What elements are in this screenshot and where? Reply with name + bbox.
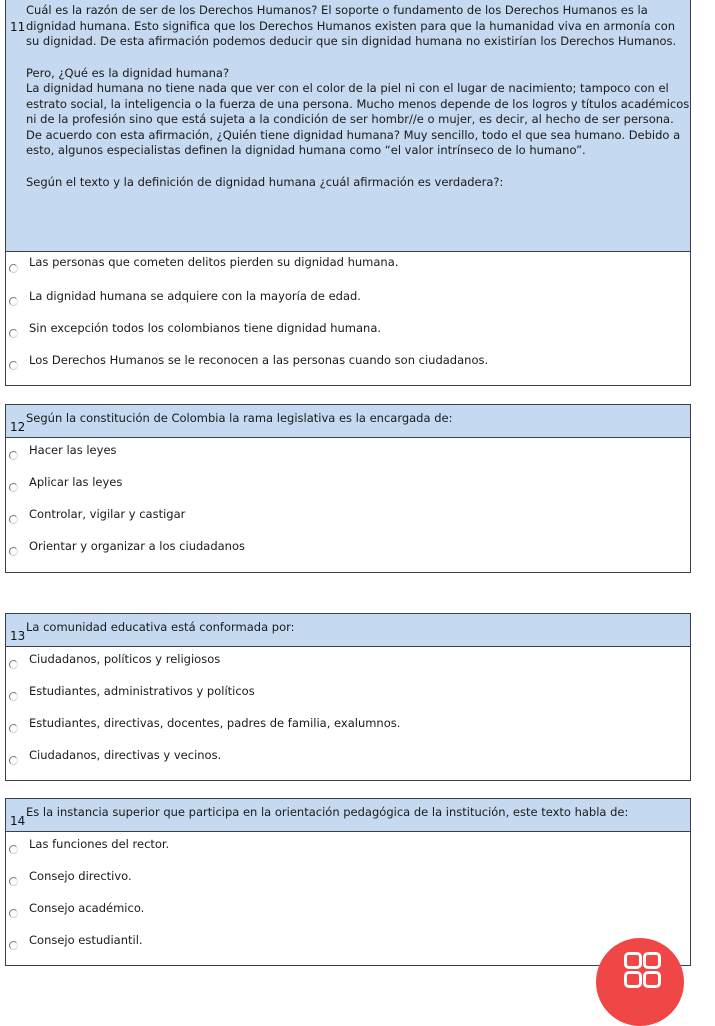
- apps-grid-icon: [624, 952, 658, 986]
- option-row[interactable]: [6, 438, 690, 470]
- option-row[interactable]: [6, 896, 690, 928]
- option-label[interactable]: Las funciones del rector.: [29, 837, 170, 851]
- option-label[interactable]: Estudiantes, directivas, docentes, padres de familia, exalumnos.: [29, 716, 401, 730]
- question-number: 12: [10, 420, 26, 434]
- option-label[interactable]: Ciudadanos, directivas y vecinos.: [29, 748, 222, 762]
- question-11-header: [6, 0, 690, 252]
- question-text: La comunidad educativa está conformada por:: [26, 620, 295, 634]
- question-11: [5, 0, 691, 386]
- question-12-header: [6, 405, 690, 438]
- question-prompt: Según el texto y la definición de dignidad humana ¿cuál afirmación es verdadera?:: [26, 174, 504, 189]
- option-row[interactable]: [6, 647, 690, 679]
- option-row[interactable]: [6, 679, 690, 711]
- apps-fab-button[interactable]: [596, 938, 684, 1026]
- radio-button[interactable]: [9, 297, 18, 306]
- option-label[interactable]: Las personas que cometen delitos pierden su dignidad humana.: [29, 255, 399, 269]
- option-label[interactable]: Hacer las leyes: [29, 443, 117, 457]
- option-label[interactable]: Estudiantes, administrativos y políticos: [29, 684, 255, 698]
- radio-button[interactable]: [9, 547, 18, 556]
- option-row[interactable]: [6, 534, 690, 566]
- option-row[interactable]: [6, 252, 690, 284]
- option-label[interactable]: Sin excepción todos los colombianos tiene dignidad humana.: [29, 321, 382, 335]
- question-13-header: [6, 614, 690, 647]
- option-row[interactable]: [6, 711, 690, 743]
- option-row[interactable]: [6, 864, 690, 896]
- option-row[interactable]: [6, 832, 690, 864]
- radio-button[interactable]: [9, 692, 18, 701]
- radio-button[interactable]: [9, 724, 18, 733]
- option-row[interactable]: [6, 470, 690, 502]
- question-paragraph: Cuál es la razón de ser de los Derechos Humanos? El soporte o fundamento de los Derechos Humanos es la dignidad humana. Esto significa que los Derechos Humanos existen para que la humanidad viva en armonía con su dignidad. De esta afirmación podemos deducir que sin dignidad humana no existirían los Derechos Humanos.: [26, 3, 677, 48]
- radio-button[interactable]: [9, 264, 18, 273]
- option-label[interactable]: Consejo académico.: [29, 901, 145, 915]
- option-label[interactable]: Consejo directivo.: [29, 869, 132, 883]
- question-12: [5, 404, 691, 573]
- question-number: 14: [10, 814, 26, 828]
- radio-button[interactable]: [9, 515, 18, 524]
- radio-button[interactable]: [9, 941, 18, 950]
- question-14-header: [6, 799, 690, 832]
- radio-button[interactable]: [9, 483, 18, 492]
- radio-button[interactable]: [9, 660, 18, 669]
- question-number: 13: [10, 629, 26, 643]
- question-text: [26, 3, 690, 190]
- option-label[interactable]: Orientar y organizar a los ciudadanos: [29, 539, 245, 553]
- option-label[interactable]: Los Derechos Humanos se le reconocen a las personas cuando son ciudadanos.: [29, 353, 489, 367]
- radio-button[interactable]: [9, 361, 18, 370]
- question-paragraph: La dignidad humana no tiene nada que ver con el color de la piel ni con el lugar de nacimiento; tampoco con el estrato social, la inteligencia o la fuerza de una persona. Mucho menos depende de los logros y títulos académicos ni de la profesión sino que está sujeta a la condición de ser hombr//e o mujer, es decir, al hecho de ser persona. De acuerdo con esta afirmación, ¿Quién tiene dignidad humana? Muy sencillo, todo el que sea humano. Debido a esto, algunos especialistas definen la dignidad humana como “el valor intrínseco de lo humano”.: [26, 81, 690, 157]
- question-paragraph: Pero, ¿Qué es la dignidad humana?: [26, 65, 230, 80]
- radio-button[interactable]: [9, 909, 18, 918]
- option-row[interactable]: [6, 316, 690, 348]
- option-row[interactable]: [6, 348, 690, 380]
- question-text: Según la constitución de Colombia la rama legislativa es la encargada de:: [26, 411, 453, 425]
- question-14: [5, 798, 691, 966]
- option-row[interactable]: [6, 928, 690, 960]
- radio-button[interactable]: [9, 329, 18, 338]
- option-row[interactable]: [6, 743, 690, 775]
- option-label[interactable]: Aplicar las leyes: [29, 475, 123, 489]
- radio-button[interactable]: [9, 451, 18, 460]
- option-label[interactable]: Consejo estudiantil.: [29, 933, 143, 947]
- question-13: [5, 613, 691, 781]
- radio-button[interactable]: [9, 756, 18, 765]
- radio-button[interactable]: [9, 877, 18, 886]
- option-label[interactable]: Controlar, vigilar y castigar: [29, 507, 186, 521]
- option-row[interactable]: [6, 502, 690, 534]
- option-label[interactable]: La dignidad humana se adquiere con la mayoría de edad.: [29, 289, 361, 303]
- question-number: 11: [10, 20, 26, 34]
- option-label[interactable]: Ciudadanos, políticos y religiosos: [29, 652, 221, 666]
- radio-button[interactable]: [9, 845, 18, 854]
- option-row[interactable]: [6, 284, 690, 316]
- question-text: Es la instancia superior que participa en la orientación pedagógica de la institución, este texto habla de:: [26, 805, 629, 819]
